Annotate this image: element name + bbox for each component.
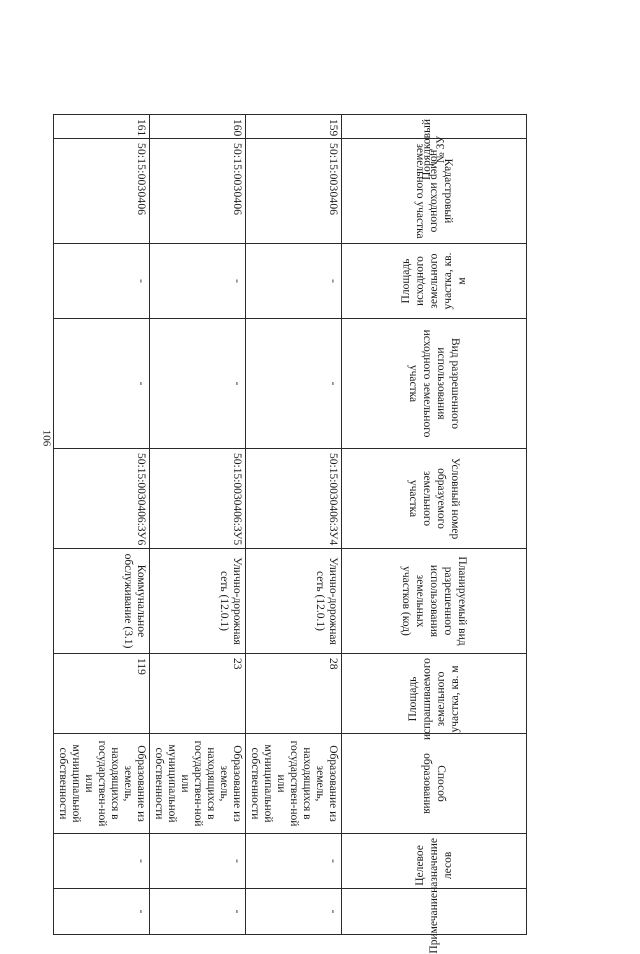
cell-method: Образование из земель, находящихся в государствен-ной или муниципальной собственности [150, 734, 246, 834]
table-row [246, 115, 342, 935]
cell-planned-use: Улично-дорожная сеть (12.0.1) [246, 549, 342, 654]
cell-note: - [54, 889, 150, 935]
table-header-row [342, 115, 527, 935]
cell-cond-no: 50:15:0030406:ЗУ6 [54, 449, 150, 549]
cell-method: Образование из земель, находящихся в государствен-ной или муниципальной собственности [54, 734, 150, 834]
header-cell: Условный номер образуемого земельного участка [342, 449, 527, 549]
header-cell: Примечание [342, 889, 527, 935]
cell-planned-use: Улично-дорожная сеть (12.0.1) [150, 549, 246, 654]
cell-planned-use: Коммунальное обслуживание (3.1) [54, 549, 150, 654]
header-cell: Площадь испрашиваемого земельного участка, кв. м [342, 654, 527, 734]
cell-forest: - [246, 834, 342, 889]
cell-area-src: - [150, 244, 246, 319]
cell-area-src: - [246, 244, 342, 319]
cell-forest: - [150, 834, 246, 889]
cell-use-src: - [150, 319, 246, 449]
cell-area: 23 [150, 654, 246, 734]
cell-note: - [246, 889, 342, 935]
cell-cond-no: 50:15:0030406:ЗУ4 [246, 449, 342, 549]
header-cell: Площадь исходного земельного участка, кв. м [342, 244, 527, 319]
table-row [54, 115, 150, 935]
rotated-table-container [57, 114, 527, 954]
header-cell: Кадастровый номер исходного земельного участка [342, 139, 527, 244]
cell-cond-no: 50:15:0030406:ЗУ5 [150, 449, 246, 549]
land-plots-table [53, 114, 527, 954]
cell-no: 159 [246, 115, 342, 139]
cell-method: Образование из земель, находящихся в государствен-ной или муниципальной собственности [246, 734, 342, 834]
cell-no: 160 [150, 115, 246, 139]
header-cell: Целевое назначение лесов [342, 834, 527, 889]
cell-use-src: - [246, 319, 342, 449]
cell-area-src: - [54, 244, 150, 319]
header-cell: Способ образования [342, 734, 527, 834]
cell-cadastral: 50:15:0030406 [54, 139, 150, 244]
cell-note: - [150, 889, 246, 935]
cell-forest: - [54, 834, 150, 889]
cell-area: 119 [54, 654, 150, 734]
cell-no: 161 [54, 115, 150, 139]
header-cell: Порядковый № ЗУ [342, 115, 527, 139]
cell-cadastral: 50:15:0030406 [246, 139, 342, 244]
cell-area: 28 [246, 654, 342, 734]
cell-use-src: - [54, 319, 150, 449]
cell-cadastral: 50:15:0030406 [150, 139, 246, 244]
header-cell: Вид разрешенного использования исходного земельного участка [342, 319, 527, 449]
table-row [150, 115, 246, 935]
page-number: 106 [40, 429, 53, 447]
header-cell: Планируемый вид разрешенного использования земельных участков (код) [342, 549, 527, 654]
